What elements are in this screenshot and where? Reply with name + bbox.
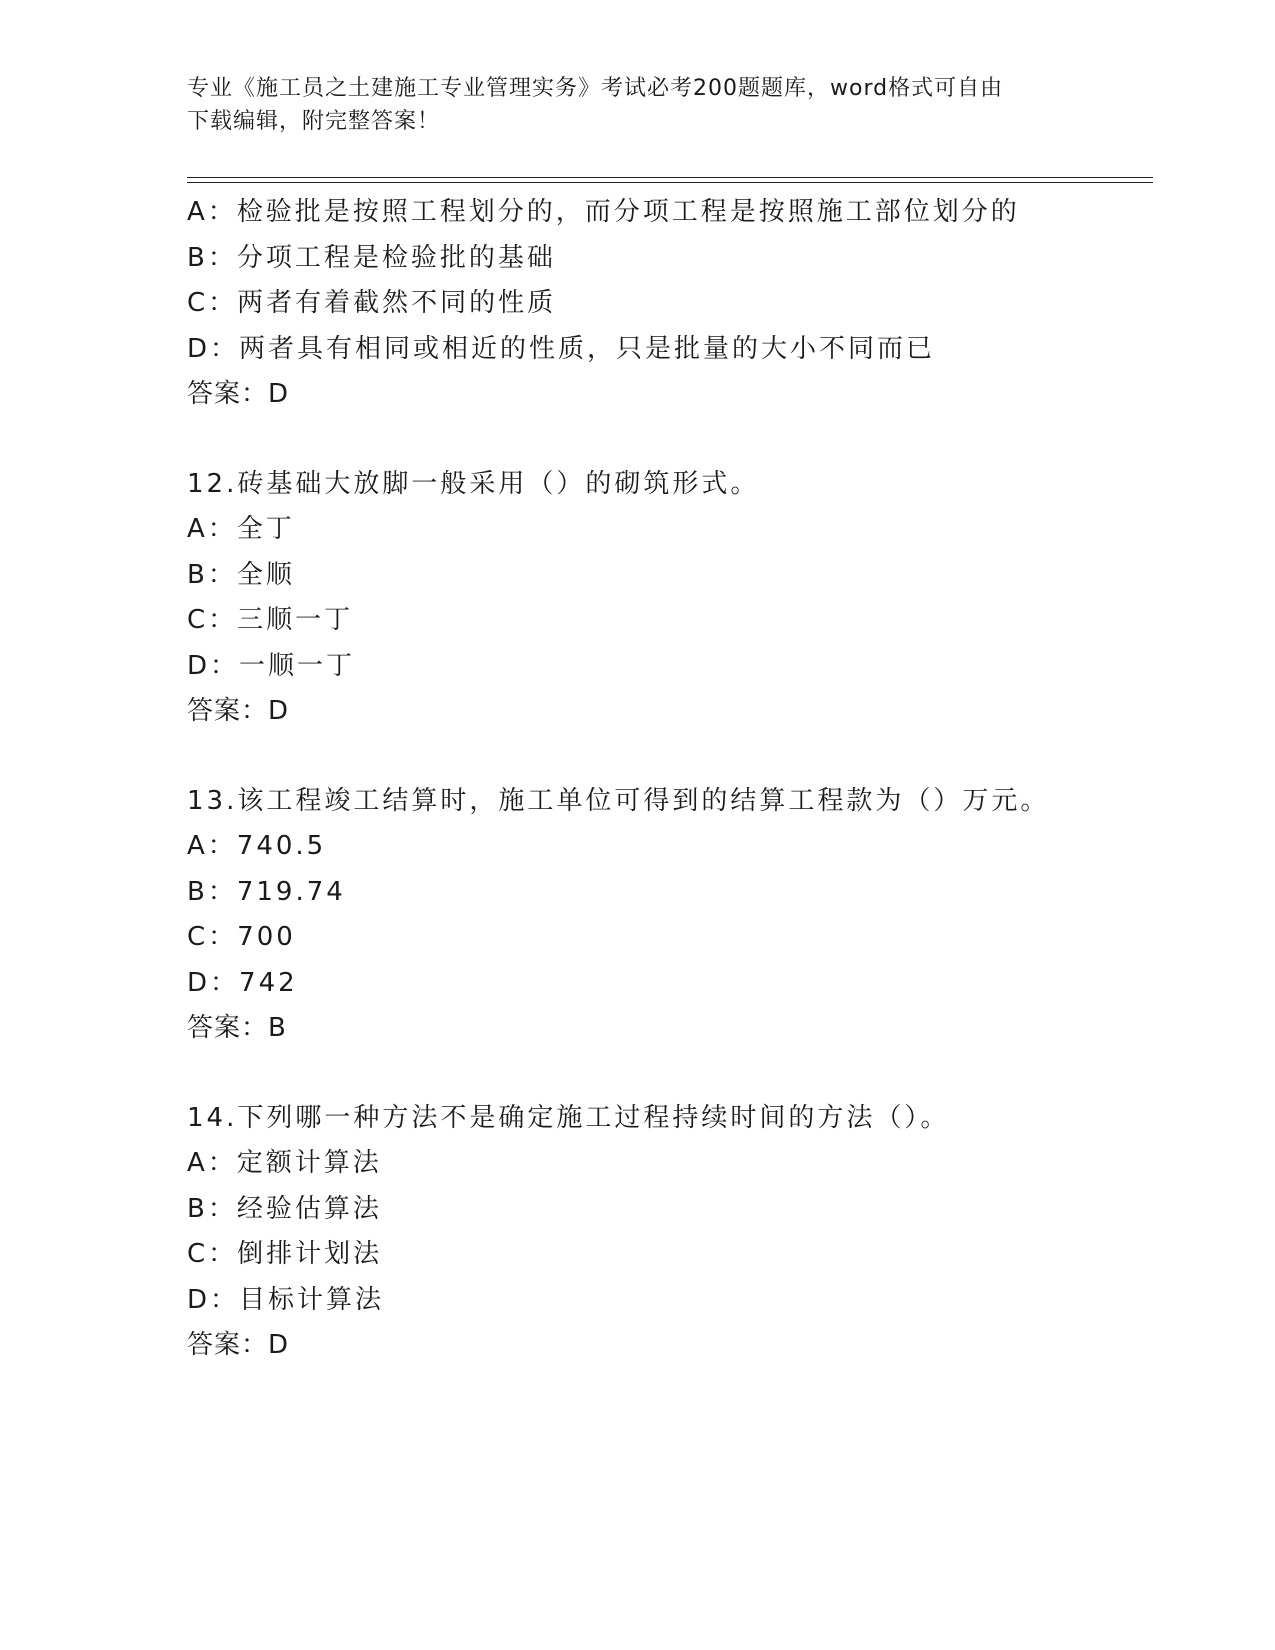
spacer [187, 418, 1153, 462]
option-d: D：一顺一丁 [187, 650, 356, 681]
option-a: A：全丁 [187, 514, 295, 544]
option-c: C：倒排计划法 [187, 1239, 383, 1269]
question-block [187, 779, 1153, 1052]
option-a: A：740.5 [187, 831, 327, 861]
question-title: 14.下列哪一种方法不是确定施工过程持续时间的方法（）。 [187, 1102, 950, 1133]
option-a: A：定额计算法 [187, 1148, 382, 1178]
header-line-2: 下载编辑，附完整答案！ [187, 109, 441, 134]
answer-line: 答案：D [187, 379, 290, 409]
spacer [187, 735, 1153, 779]
spacer [187, 1052, 1153, 1096]
option-b: B：719.74 [187, 876, 346, 907]
option-c: C：700 [187, 922, 296, 952]
header-divider-top [187, 177, 1153, 178]
answer-line: 答案：D [187, 1330, 290, 1360]
option-d: D：两者具有相同或相近的性质，只是批量的大小不同而已 [187, 333, 936, 364]
option-b: B：经验估算法 [187, 1193, 382, 1224]
option-c: C：三顺一丁 [187, 605, 354, 635]
option-b: B：全顺 [187, 559, 295, 590]
answer-line: 答案：B [187, 1013, 287, 1043]
answer-line: 答案：D [187, 696, 290, 726]
option-c: C：两者有着截然不同的性质 [187, 288, 557, 318]
question-block [187, 190, 1153, 418]
question-title: 13.该工程竣工结算时，施工单位可得到的结算工程款为（）万元。 [187, 785, 1050, 816]
document-header [187, 72, 1067, 138]
option-d: D：742 [187, 967, 298, 998]
question-list [187, 190, 1153, 1369]
option-b: B：分项工程是检验批的基础 [187, 242, 556, 273]
option-d: D：目标计算法 [187, 1284, 385, 1315]
question-block [187, 462, 1153, 735]
header-divider-bottom [187, 182, 1153, 183]
question-block [187, 1096, 1153, 1369]
header-line-1: 专业《施工员之土建施工专业管理实务》考试必考200题题库，word格式可自由 [187, 76, 1004, 101]
question-title: 12.砖基础大放脚一般采用（）的砌筑形式。 [187, 468, 760, 499]
option-a: A：检验批是按照工程划分的，而分项工程是按照施工部位划分的 [187, 197, 1020, 227]
